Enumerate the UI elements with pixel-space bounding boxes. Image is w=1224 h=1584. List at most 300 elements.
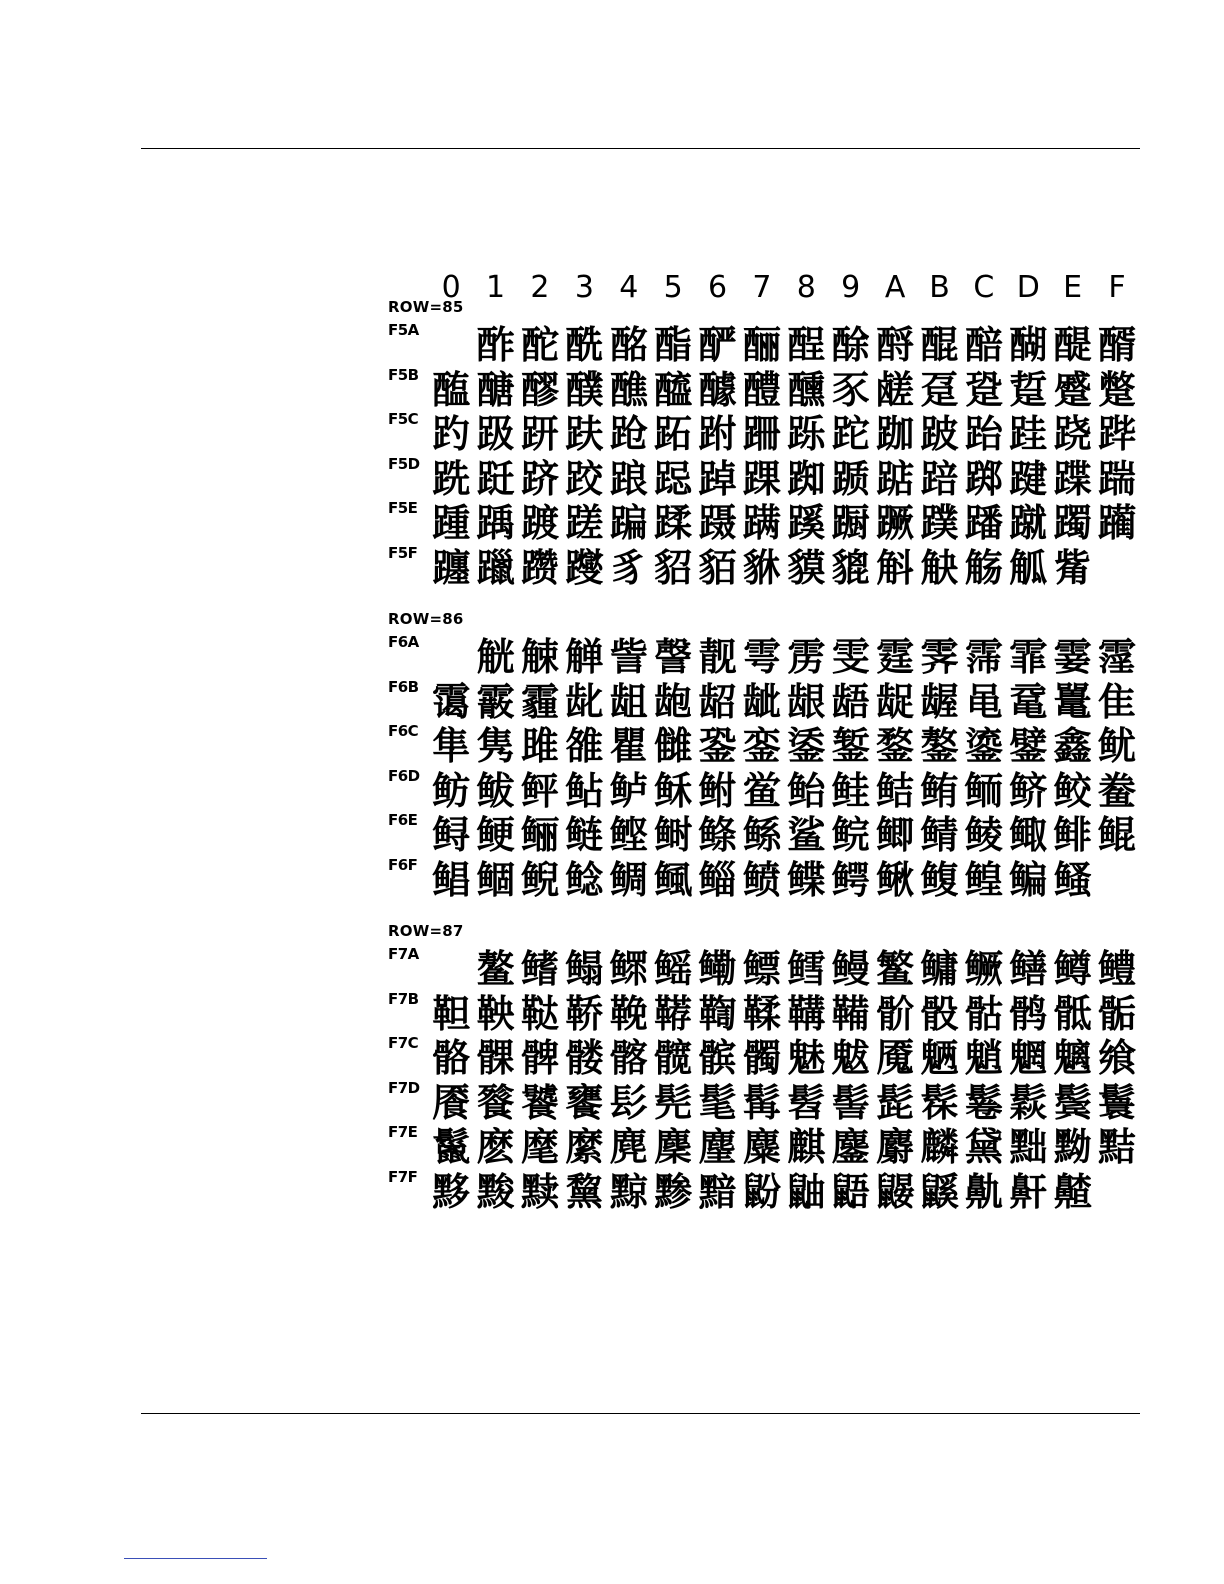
glyph-cell: 鳗 — [831, 947, 870, 991]
glyph-cell: 觖 — [920, 546, 959, 590]
glyph-cell: 龉 — [831, 679, 870, 724]
glyph-cell: 蹩 — [1098, 367, 1137, 412]
glyph-cell: 踔 — [698, 456, 737, 501]
glyph-cell: 貂 — [654, 546, 693, 590]
glyph-cell: 鞒 — [565, 991, 604, 1036]
glyph-cell: 鳅 — [876, 858, 915, 902]
glyph-cell: 鲒 — [876, 768, 915, 813]
glyph-cell: 髭 — [876, 1080, 915, 1125]
glyph-cell — [1095, 858, 1139, 902]
glyph-cell: 霁 — [920, 635, 959, 679]
glyph-cell: 雠 — [654, 724, 693, 769]
glyph-cell: 髅 — [565, 1036, 604, 1081]
glyph-cell: 鳌 — [476, 947, 515, 991]
glyph-cell: 黧 — [565, 1170, 604, 1214]
glyph-cell: 髌 — [698, 1036, 737, 1081]
glyph-cell: 鬓 — [1053, 1080, 1092, 1125]
glyph-cell: 鳟 — [1053, 947, 1092, 991]
glyph-cell: 齄 — [1053, 1170, 1092, 1214]
glyph-cell: 貊 — [698, 546, 737, 590]
glyph-cell: 龀 — [565, 679, 604, 724]
glyph-cell: 髁 — [476, 1036, 515, 1081]
column-header-4: 4 — [619, 270, 639, 305]
glyph-cell: 醪 — [520, 367, 559, 412]
glyph-cell: 龆 — [698, 679, 737, 724]
glyph-cell: 鐾 — [1009, 724, 1048, 769]
glyph-cell: 髻 — [831, 1080, 870, 1125]
column-header-B: B — [929, 270, 950, 305]
glyph-cell: 魇 — [876, 1036, 915, 1081]
glyph-cells — [429, 724, 1139, 768]
glyph-cell: 踝 — [742, 456, 781, 501]
glyph-cell: 訾 — [609, 635, 648, 679]
glyph-cell: 霭 — [432, 679, 471, 724]
glyph-cell: 鲋 — [698, 768, 737, 813]
glyph-cell: 魅 — [787, 1036, 826, 1081]
glyph-cell: 蹰 — [831, 501, 870, 546]
glyph-cell: 醅 — [964, 323, 1003, 367]
glyph-cell: 隼 — [432, 724, 471, 769]
glyph-cell: 鲫 — [876, 813, 915, 858]
glyph-cell: 鼯 — [831, 1170, 870, 1214]
glyph-cell: 踅 — [1009, 367, 1048, 412]
glyph-cell: 蹯 — [964, 501, 1003, 546]
glyph-cell: 跷 — [1053, 412, 1092, 457]
glyph-cell: 鲕 — [964, 768, 1003, 813]
glyph-cell: 龅 — [654, 679, 693, 724]
glyph-cell: 鲇 — [565, 768, 604, 813]
glyph-cell: 跏 — [876, 412, 915, 457]
glyph-cell: 鏖 — [831, 1125, 870, 1170]
column-header-3: 3 — [574, 270, 594, 305]
glyph-cell: 趼 — [520, 412, 559, 457]
glyph-cell: 鞅 — [476, 991, 515, 1036]
glyph-cells — [429, 546, 1139, 590]
glyph-cell: 跣 — [432, 456, 471, 501]
glyph-cell: 黟 — [432, 1170, 471, 1214]
glyph-cells — [429, 769, 1139, 813]
glyph-cell: 醴 — [742, 367, 781, 412]
glyph-cell: 雯 — [831, 635, 870, 679]
glyph-cell: 雒 — [565, 724, 604, 769]
glyph-cell: 錾 — [831, 724, 870, 769]
row-code: F6F — [388, 856, 418, 874]
column-header-1: 1 — [486, 270, 506, 305]
glyph-cell: 酯 — [654, 323, 693, 367]
glyph-cell: 霈 — [964, 635, 1003, 679]
column-header-9: 9 — [841, 270, 861, 305]
glyph-cell: 骷 — [964, 991, 1003, 1036]
glyph-cell: 躔 — [432, 546, 471, 590]
glyph-cell: 鼾 — [1009, 1170, 1048, 1214]
glyph-row — [388, 365, 1148, 412]
glyph-cell: 跗 — [698, 412, 737, 457]
glyph-cells — [429, 858, 1139, 902]
glyph-cell — [429, 947, 473, 991]
row-code: F7C — [388, 1034, 419, 1053]
glyph-cells — [429, 680, 1139, 724]
glyph-cell: 跬 — [1009, 412, 1048, 457]
glyph-cell: 醍 — [1053, 323, 1092, 367]
glyph-cell: 鳇 — [964, 858, 1003, 902]
glyph-cell: 鼢 — [742, 1170, 781, 1214]
glyph-cell: 龈 — [787, 679, 826, 724]
glyph-cell: 踬 — [831, 456, 870, 501]
glyph-cell: 醑 — [1098, 323, 1137, 367]
glyph-cells — [429, 323, 1139, 367]
glyph-cell: 醭 — [565, 367, 604, 412]
glyph-cell: 醵 — [698, 367, 737, 412]
glyph-cell: 鞔 — [609, 991, 648, 1036]
glyph-cell: 跞 — [787, 412, 826, 457]
glyph-cell: 鲎 — [742, 768, 781, 813]
glyph-cell: 黥 — [609, 1170, 648, 1214]
glyph-cell: 跖 — [654, 412, 693, 457]
row-code: F6D — [388, 766, 420, 785]
glyph-cell: 跽 — [654, 456, 693, 501]
glyph-cell: 鲠 — [476, 813, 515, 858]
glyph-cell: 趸 — [920, 367, 959, 412]
glyph-cell: 鲴 — [476, 858, 515, 902]
footer-rule — [141, 1413, 1140, 1414]
section-label: ROW=85 — [388, 298, 464, 316]
glyph-cell: 髑 — [742, 1036, 781, 1081]
glyph-cell: 鼷 — [920, 1170, 959, 1214]
glyph-row — [388, 635, 1148, 679]
glyph-cell: 雳 — [787, 635, 826, 679]
glyph-cell: 黛 — [964, 1125, 1003, 1170]
column-header-C: C — [973, 270, 995, 305]
glyph-cell: 跻 — [520, 456, 559, 501]
glyph-cells — [429, 1081, 1139, 1125]
glyph-cell: 鼹 — [876, 1170, 915, 1214]
glyph-cell: 鳄 — [831, 858, 870, 902]
glyph-cell: 龇 — [742, 679, 781, 724]
glyph-cell: 鲱 — [1053, 813, 1092, 858]
glyph-cell: 醺 — [787, 367, 826, 412]
glyph-row — [388, 501, 1148, 545]
glyph-row — [388, 813, 1148, 857]
glyph-cell: 鞲 — [787, 991, 826, 1036]
glyph-cell: 麝 — [876, 1125, 915, 1170]
glyph-cell: 鲧 — [742, 813, 781, 858]
footer-link-underline — [124, 1558, 267, 1559]
glyph-cell: 謦 — [654, 635, 693, 679]
row-code: F6A — [388, 633, 419, 651]
header-rule — [141, 148, 1140, 149]
glyph-cell: 蹙 — [1053, 367, 1092, 412]
glyph-cell: 鲥 — [654, 813, 693, 858]
glyph-cell: 魑 — [1053, 1036, 1092, 1081]
glyph-cell: 銎 — [698, 724, 737, 769]
glyph-cell: 鲰 — [1009, 813, 1048, 858]
glyph-cell: 酽 — [698, 323, 737, 367]
glyph-cell: 饔 — [565, 1080, 604, 1125]
section-label: ROW=87 — [388, 922, 464, 940]
glyph-row — [388, 323, 1148, 367]
glyph-cell: 醮 — [609, 367, 648, 412]
column-header-A: A — [884, 270, 906, 305]
glyph-row — [388, 412, 1148, 456]
glyph-cell: 鳝 — [1009, 947, 1048, 991]
glyph-cell: 麋 — [742, 1125, 781, 1170]
glyph-cell: 麒 — [787, 1125, 826, 1170]
glyph-cell: 飨 — [1098, 1036, 1137, 1081]
glyph-cells — [429, 813, 1139, 857]
glyph-cell: 骼 — [432, 1036, 471, 1081]
glyph-cell: 鲡 — [520, 813, 559, 858]
row-code: F7B — [388, 989, 419, 1008]
glyph-cell: 鑫 — [1053, 724, 1092, 769]
glyph-cell: 觥 — [476, 635, 515, 679]
glyph-cells — [429, 457, 1139, 501]
glyph-cell: 魍 — [1009, 1036, 1048, 1081]
glyph-cell: 醌 — [920, 323, 959, 367]
glyph-cell: 鲞 — [1098, 768, 1137, 813]
glyph-row — [388, 677, 1148, 724]
glyph-cell: 麇 — [654, 1125, 693, 1170]
glyph-cell — [429, 323, 473, 367]
glyph-cell: 醣 — [476, 367, 515, 412]
glyph-cell: 踉 — [609, 456, 648, 501]
glyph-cell: 酰 — [565, 323, 604, 367]
column-header-E: E — [1063, 270, 1083, 305]
glyph-cell: 鲐 — [787, 768, 826, 813]
glyph-cell: 蹉 — [565, 501, 604, 546]
glyph-cell: 髦 — [698, 1080, 737, 1125]
glyph-cell: 跛 — [920, 412, 959, 457]
column-header-8: 8 — [796, 270, 816, 305]
glyph-cell: 斛 — [876, 546, 915, 590]
glyph-cell: 黢 — [476, 1170, 515, 1214]
glyph-cell: 酹 — [876, 323, 915, 367]
glyph-cell: 縻 — [565, 1125, 604, 1170]
glyph-cell: 骱 — [876, 991, 915, 1036]
glyph-cell: 餍 — [432, 1080, 471, 1125]
glyph-cell: 鼍 — [1053, 679, 1092, 724]
row-code: F6E — [388, 811, 418, 830]
section-label: ROW=86 — [388, 610, 464, 628]
glyph-cell: 蹑 — [698, 501, 737, 546]
column-header-2: 2 — [530, 270, 550, 305]
glyph-cell: 髟 — [609, 1080, 648, 1125]
glyph-cell: 鲼 — [742, 858, 781, 902]
glyph-cell: 踣 — [920, 456, 959, 501]
glyph-cell: 麈 — [698, 1125, 737, 1170]
glyph-cell: 蹀 — [1053, 456, 1092, 501]
glyph-cell: 麂 — [609, 1125, 648, 1170]
glyph-cell: 鳏 — [609, 947, 648, 991]
glyph-cell: 鲔 — [920, 768, 959, 813]
glyph-cell: 鍪 — [876, 724, 915, 769]
glyph-cell: 鲚 — [1009, 768, 1048, 813]
glyph-cell: 觯 — [565, 635, 604, 679]
glyph-cell: 蹁 — [609, 501, 648, 546]
glyph-cell: 鲂 — [432, 768, 471, 813]
glyph-cell: 鳔 — [742, 947, 781, 991]
glyph-row — [388, 989, 1148, 1036]
glyph-cell: 魉 — [920, 1036, 959, 1081]
glyph-cell: 觚 — [1009, 546, 1048, 590]
glyph-cell: 鼬 — [787, 1170, 826, 1214]
glyph-row — [388, 454, 1148, 501]
glyph-cell: 貔 — [831, 546, 870, 590]
glyph-cell: 酡 — [520, 323, 559, 367]
glyph-cell: 鳎 — [565, 947, 604, 991]
glyph-cell: 躞 — [565, 546, 604, 590]
glyph-cell: 銮 — [742, 724, 781, 769]
glyph-cell: 靓 — [698, 635, 737, 679]
glyph-row — [388, 947, 1148, 991]
glyph-cell: 鳊 — [1009, 858, 1048, 902]
glyph-cell: 鲢 — [565, 813, 604, 858]
glyph-cell: 麟 — [920, 1125, 959, 1170]
glyph-cell: 鞣 — [742, 991, 781, 1036]
glyph-cell: 鲳 — [432, 858, 471, 902]
glyph-cell: 鲟 — [432, 813, 471, 858]
glyph-cell: 觞 — [964, 546, 1003, 590]
glyph-cell: 鳕 — [787, 947, 826, 991]
glyph-cell: 鲛 — [1053, 768, 1092, 813]
glyph-row — [388, 724, 1148, 768]
glyph-cell: 黠 — [1098, 1125, 1137, 1170]
glyph-cell: 龊 — [876, 679, 915, 724]
glyph-cell: 骶 — [1053, 991, 1092, 1036]
glyph-cell: 鳍 — [520, 947, 559, 991]
column-header-F: F — [1108, 270, 1126, 305]
glyph-cell: 蹊 — [787, 501, 826, 546]
glyph-cell: 鞫 — [698, 991, 737, 1036]
glyph-cell: 鹘 — [1009, 991, 1048, 1036]
glyph-cell: 龃 — [609, 679, 648, 724]
glyph-cell: 鲣 — [609, 813, 648, 858]
glyph-row — [388, 766, 1148, 813]
glyph-cell: 髂 — [609, 1036, 648, 1081]
glyph-cell: 麾 — [520, 1125, 559, 1170]
glyph-cells — [429, 501, 1139, 545]
glyph-cell: 饕 — [520, 1080, 559, 1125]
row-code: F5F — [388, 544, 418, 562]
glyph-cell: 髹 — [920, 1080, 959, 1125]
glyph-cell: 觫 — [520, 635, 559, 679]
row-code: F6C — [388, 722, 419, 741]
glyph-cell: 霰 — [476, 679, 515, 724]
glyph-cell: 隹 — [1098, 679, 1137, 724]
glyph-cell: 鼽 — [964, 1170, 1003, 1214]
glyph-cell: 酩 — [609, 323, 648, 367]
glyph-cell: 鲨 — [787, 813, 826, 858]
glyph-cell: 跆 — [964, 412, 1003, 457]
glyph-row — [388, 1170, 1148, 1214]
glyph-cell: 鹾 — [876, 367, 915, 412]
row-code: F7E — [388, 1123, 418, 1142]
glyph-cell: 跹 — [476, 456, 515, 501]
glyph-cell: 趺 — [565, 412, 604, 457]
glyph-cell — [429, 635, 473, 679]
glyph-cell: 鬏 — [1009, 1080, 1048, 1125]
column-header-6: 6 — [707, 270, 728, 305]
glyph-cell: 鬟 — [1098, 1080, 1137, 1125]
glyph-cell: 踹 — [1098, 456, 1137, 501]
glyph-cell: 黾 — [964, 679, 1003, 724]
glyph-cell: 跎 — [831, 412, 870, 457]
glyph-cell: 踵 — [432, 501, 471, 546]
glyph-cell: 鞑 — [520, 991, 559, 1036]
glyph-cell: 躅 — [1053, 501, 1092, 546]
glyph-cell: 躜 — [520, 546, 559, 590]
glyph-cell: 蹶 — [876, 501, 915, 546]
glyph-cells — [429, 412, 1139, 456]
glyph-cells — [429, 992, 1139, 1036]
glyph-cell: 鏊 — [920, 724, 959, 769]
glyph-cell: 鲮 — [964, 813, 1003, 858]
column-header-D: D — [1016, 270, 1040, 305]
glyph-cell: 豕 — [831, 367, 870, 412]
glyph-row — [388, 1036, 1148, 1080]
glyph-cell: 靼 — [432, 991, 471, 1036]
glyph-cell: 鋈 — [787, 724, 826, 769]
glyph-cell: 鲑 — [831, 768, 870, 813]
row-code: F7D — [388, 1078, 420, 1097]
glyph-cell: 蹼 — [920, 501, 959, 546]
glyph-cell: 髯 — [742, 1080, 781, 1125]
column-header-0: 0 — [441, 270, 461, 305]
glyph-cell: 醯 — [654, 367, 693, 412]
glyph-cell: 趵 — [432, 412, 471, 457]
glyph-cell: 霏 — [1009, 635, 1048, 679]
glyph-cell: 鳆 — [920, 858, 959, 902]
glyph-row — [388, 546, 1148, 590]
glyph-cell: 醐 — [1009, 323, 1048, 367]
glyph-cell: 麽 — [476, 1125, 515, 1170]
glyph-cell: 餮 — [476, 1080, 515, 1125]
glyph-cell: 跤 — [565, 456, 604, 501]
glyph-cell: 鲅 — [476, 768, 515, 813]
row-code: F5E — [388, 499, 418, 518]
glyph-cell: 蹴 — [1009, 501, 1048, 546]
glyph-cell: 鳋 — [1053, 858, 1092, 902]
glyph-cell: 黪 — [654, 1170, 693, 1214]
glyph-cell: 髫 — [787, 1080, 826, 1125]
glyph-cell: 雩 — [742, 635, 781, 679]
glyph-cell: 黩 — [520, 1170, 559, 1214]
glyph-cell: 霾 — [520, 679, 559, 724]
glyph-cell: 髋 — [654, 1036, 693, 1081]
glyph-cell: 鲆 — [520, 768, 559, 813]
glyph-cell: 鲵 — [520, 858, 559, 902]
glyph-cell: 貅 — [742, 546, 781, 590]
glyph-cell — [1095, 546, 1139, 590]
row-code: F5A — [388, 321, 419, 339]
glyph-cell: 黝 — [1053, 1125, 1092, 1170]
glyph-cell: 踮 — [876, 456, 915, 501]
glyph-row — [388, 858, 1148, 902]
glyph-cell: 貘 — [787, 546, 826, 590]
glyph-cell: 魃 — [831, 1036, 870, 1081]
glyph-cell: 黯 — [698, 1170, 737, 1214]
glyph-cells — [429, 1170, 1139, 1214]
glyph-cell: 鬣 — [432, 1125, 471, 1170]
glyph-cell: 跸 — [1098, 412, 1137, 457]
glyph-cell: 趿 — [476, 412, 515, 457]
glyph-cell: 霪 — [1098, 635, 1137, 679]
glyph-cell: 酢 — [476, 323, 515, 367]
glyph-cell: 躐 — [476, 546, 515, 590]
glyph-row — [388, 1078, 1148, 1125]
glyph-cell: 魈 — [964, 1036, 1003, 1081]
glyph-cell: 隽 — [476, 724, 515, 769]
glyph-cell: 鲻 — [698, 858, 737, 902]
